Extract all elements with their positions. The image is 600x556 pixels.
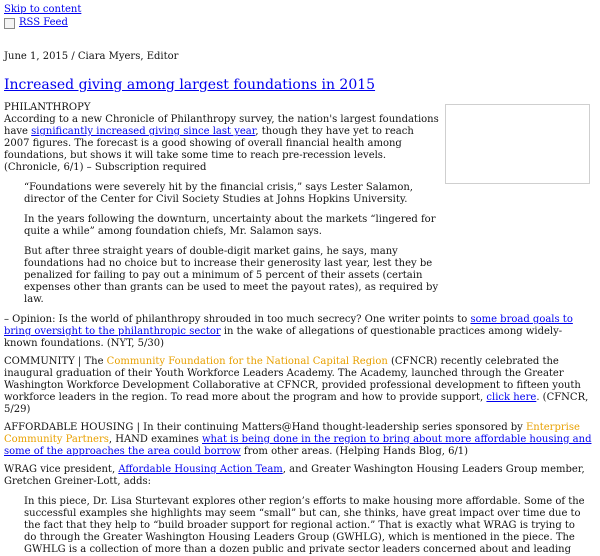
lead-text-before: According to a new Chronicle of Philanthropy survey, the nation's largest foundations have xyxy=(4,114,439,137)
opinion-paragraph xyxy=(4,314,594,350)
opinion-text-before: – Opinion: Is the world of philanthropy shrouded in too much secrecy? One writer points to xyxy=(4,314,471,325)
rss-feed-link[interactable]: RSS Feed xyxy=(19,17,68,28)
cfncr-link[interactable]: Community Foundation for the National Capital Region xyxy=(106,356,388,367)
click-here-link[interactable]: click here xyxy=(486,392,537,403)
housing-middle: , HAND examines xyxy=(108,434,202,445)
housing-prefix: AFFORDABLE HOUSING | In their continuing Matters@Hand thought-leadership series sponsored by xyxy=(4,422,526,433)
skip-to-content-link[interactable]: Skip to content xyxy=(4,4,82,15)
significantly-increased-giving-link[interactable]: significantly increased giving since last year xyxy=(31,126,256,137)
post-title-link[interactable]: Increased giving among largest foundations in 2015 xyxy=(4,77,376,93)
salamon-blockquote xyxy=(24,182,444,306)
category-label: PHILANTHROPY xyxy=(4,102,91,113)
enterprise-community-partners-link[interactable]: Enterprise Community Partners xyxy=(4,422,580,445)
opinion-text-after: in the wake of allegations of questionable practices among widely-known foundations. (NYT, 5/30) xyxy=(4,326,563,349)
philanthropic-oversight-link[interactable]: some broad goals to bring oversight to the philanthropic sector xyxy=(4,314,573,337)
community-paragraph xyxy=(4,356,594,416)
community-middle: (CFNCR) recently celebrated the inaugural graduation of their Youth Workforce Leaders Academy. The Academy, launched through the Greater Washington Workforce Development Collaborative at CFNCR, provided professional development to fifteen youth workforce leaders in the region. To read more about the program and how to provide support, xyxy=(4,356,581,403)
quote-paragraph-3: But after three straight years of double-digit market gains, he says, many foundations had no choice but to increase their generosity last year, lest they be penalized for failing to pay out a minimum of 5 percent of their assets (certain expenses other than grants can be used to meet the payout rates), as required by law. xyxy=(24,246,439,305)
lead-text-after: , though they have yet to reach 2007 figures. The forecast is a good showing of overall financial health among foundations, but shows it will take some time to reach pre-recession levels. (Chronicle, 6/1) – Subscription required xyxy=(4,126,414,173)
quote-paragraph-1: “Foundations were severely hit by the financial crisis,” says Lester Salamon, director of the Center for Civil Society Studies at Johns Hopkins University. xyxy=(24,182,413,205)
wrag-prefix: WRAG vice president, xyxy=(4,464,119,475)
wrag-after: , and Greater Washington Housing Leaders Group member, Gretchen Greiner-Lott, adds: xyxy=(4,464,585,487)
affordable-housing-approaches-link[interactable]: what is being done in the region to bring about more affordable housing and some of the approaches the area could borrow xyxy=(4,434,592,457)
rss-feed-item[interactable] xyxy=(4,17,68,29)
wrag-paragraph xyxy=(4,464,594,488)
community-prefix: COMMUNITY | The xyxy=(4,356,107,367)
community-after: . (CFNCR, 5/29) xyxy=(4,392,589,415)
rss-feed-icon xyxy=(4,18,15,29)
post-dateline: June 1, 2015 / Ciara Myers, Editor xyxy=(4,51,179,62)
quote-paragraph-2: In the years following the downturn, uncertainty about the markets “lingered for quite a while” among foundation chiefs, Mr. Salamon says. xyxy=(24,214,436,237)
post-article xyxy=(4,51,594,556)
closing-blockquote: In this piece, Dr. Lisa Sturtevant explores other region’s efforts to make housing more affordable. Some of the successful examples she highlights may seem “small” but can, she thinks, have great impact over time due to the fact that they help to “build broader support for regional action.” That is exactly what WRAG is trying to do through the Greater Washington Housing Leaders Group (GWHLG), which is mentioned in the piece. The GWHLG is a collection of more than a dozen public and private sector leaders concerned about and leading xyxy=(24,496,585,555)
affordable-housing-action-team-link[interactable]: Affordable Housing Action Team xyxy=(118,464,283,475)
post-title xyxy=(4,77,594,94)
housing-after: from other areas. (Helping Hands Blog, 6/1) xyxy=(240,446,469,457)
lead-paragraph xyxy=(4,114,440,174)
housing-paragraph xyxy=(4,422,594,458)
